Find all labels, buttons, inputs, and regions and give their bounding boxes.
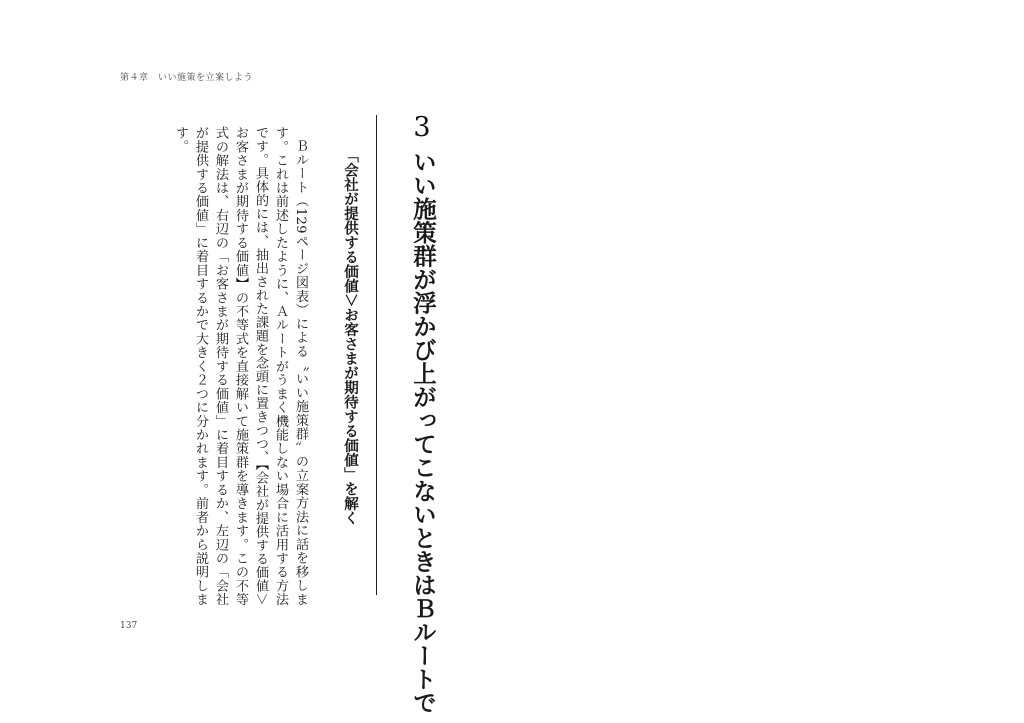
body-paragraph: Ｂルート（129ページ図表）による〝いい施策群〟の立案方法に話を移します。これは前述したように、Ａルートがうまく機能しない場合に活用する方法です。具体的には、抽出された課題を念頭に置きつつ、【会社が提供する価値＞お客さまが期待する価値】の不等式を直接解いて施策群を導きます。この不等式の解法は、右辺の「お客さまが期待する価値」に着目するか、左辺の「会社が提供する価値」に着目するかで大きく２つに分かれます。前者から説明します。 [173, 126, 308, 606]
running-head: 第４章 いい施策を立案しよう [120, 73, 254, 83]
section-divider-rule [376, 115, 377, 595]
page-number: 137 [120, 621, 138, 631]
section-number: 3 [413, 112, 431, 143]
body-text [170, 126, 310, 606]
section-title: いい施策群が浮かび上がってこないときはＢルートで [409, 150, 437, 714]
subheading: 「会社が提供する価値＞お客さまが期待する価値」を解く [342, 148, 359, 525]
